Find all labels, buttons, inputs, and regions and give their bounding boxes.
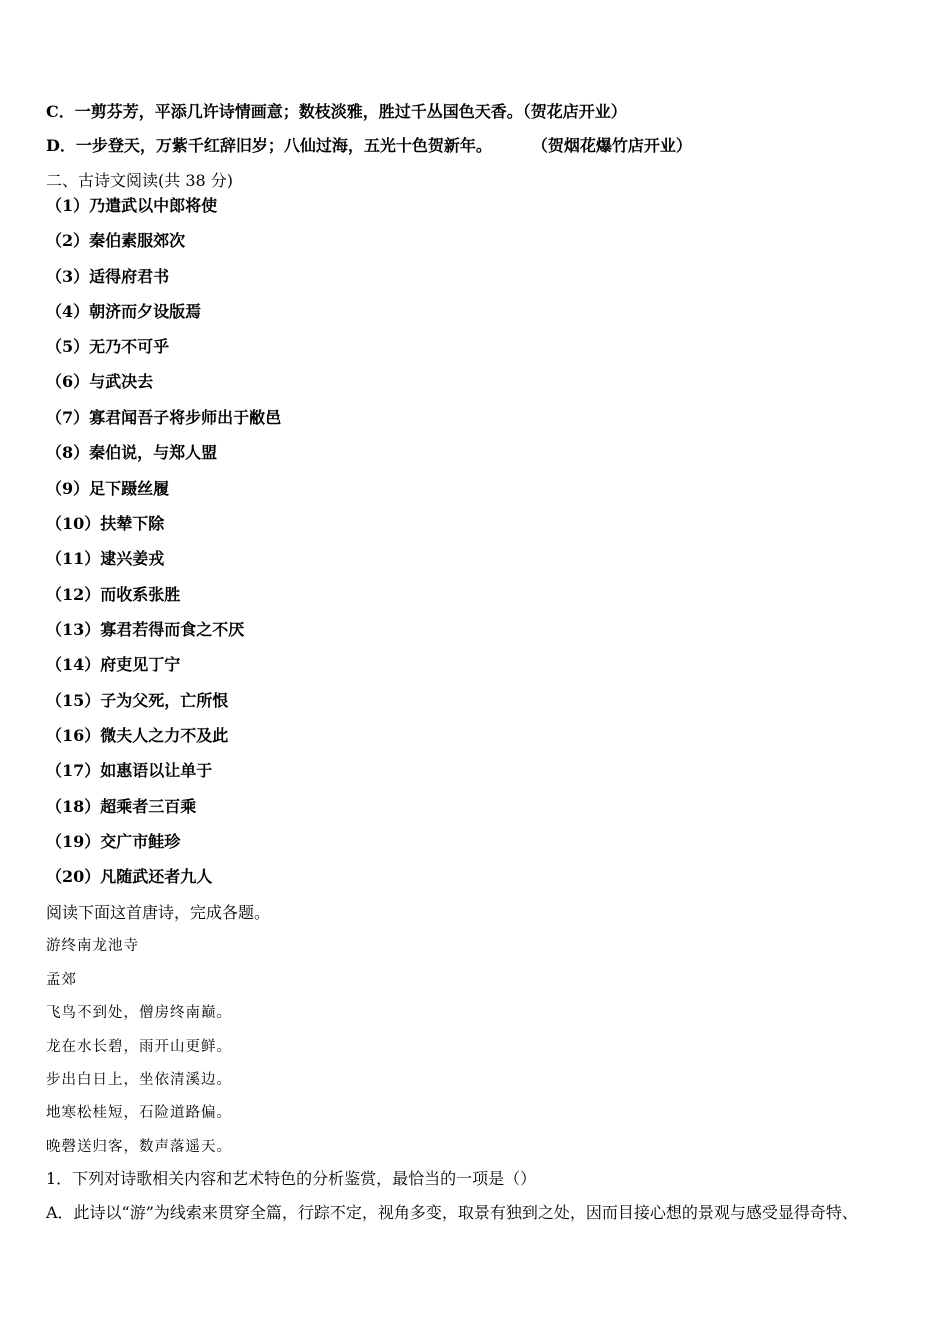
option-c-text: 一剪芬芳，平添几许诗情画意；数枝淡雅，胜过千丛国色天香。 [74, 102, 523, 121]
option-d [46, 136, 692, 156]
option-c [46, 102, 627, 122]
list-item: （16）微夫人之力不及此 [46, 726, 229, 745]
option-c-note: （贺花店开业） [522, 102, 627, 121]
poem-author: 孟郊 [46, 972, 77, 988]
option-c-label: C． [46, 102, 75, 121]
list-item: （10）扶辇下除 [46, 514, 165, 533]
poem-title: 游终南龙池寺 [46, 938, 139, 954]
list-item: （8）秦伯说，与郑人盟 [46, 443, 218, 462]
list-item: （15）子为父死，亡所恨 [46, 691, 229, 710]
list-item: （4）朝济而夕设版焉 [46, 302, 202, 321]
option-d-label: D． [46, 136, 76, 155]
section-title: 二、古诗文阅读(共 38 分) [46, 171, 234, 190]
list-item: （6）与武决去 [46, 372, 154, 391]
poem-line: 地寒松桂短，石险道路偏。 [46, 1105, 232, 1121]
list-item: （9）足下蹑丝履 [46, 479, 170, 498]
list-item: （17）如惠语以让单于 [46, 761, 213, 780]
reading-prompt: 阅读下面这首唐诗，完成各题。 [46, 903, 271, 922]
list-item: （19）交广市鲑珍 [46, 832, 181, 851]
list-item: （7）寡君闻吾子将步师出于敝邑 [46, 408, 282, 427]
list-item: （5）无乃不可乎 [46, 337, 170, 356]
list-item: （3）适得府君书 [46, 267, 170, 286]
list-item: （20）凡随武还者九人 [46, 867, 213, 886]
list-item: （18）超乘者三百乘 [46, 797, 197, 816]
poem-line: 晚磬送归客，数声落遥天。 [46, 1139, 232, 1155]
list-item: （14）府吏见丁宁 [46, 655, 181, 674]
list-item: （13）寡君若得而食之不厌 [46, 620, 245, 639]
list-item: （2）秦伯素服郊次 [46, 231, 186, 250]
list-item: （1）乃遣武以中郎将使 [46, 196, 218, 215]
poem-line: 飞鸟不到处，僧房终南巅。 [46, 1005, 232, 1021]
option-d-note: （贺烟花爆竹店开业） [531, 136, 692, 155]
poem-line: 步出白日上，坐依清溪边。 [46, 1072, 232, 1088]
question-1: 1．下列对诗歌相关内容和艺术特色的分析鉴赏，最恰当的一项是（） [46, 1169, 537, 1188]
option-d-text: 一步登天，万紫千红辞旧岁；八仙过海，五光十色贺新年。 [75, 136, 492, 155]
list-item: （12）而收系张胜 [46, 585, 181, 604]
poem-line: 龙在水长碧，雨开山更鲜。 [46, 1039, 232, 1055]
list-item: （11）逮兴姜戎 [46, 549, 165, 568]
answer-a: A．此诗以“游”为线索来贯穿全篇，行踪不定，视角多变，取景有独到之处，因而目接心想的景观与感受显得奇特、 [46, 1203, 858, 1222]
